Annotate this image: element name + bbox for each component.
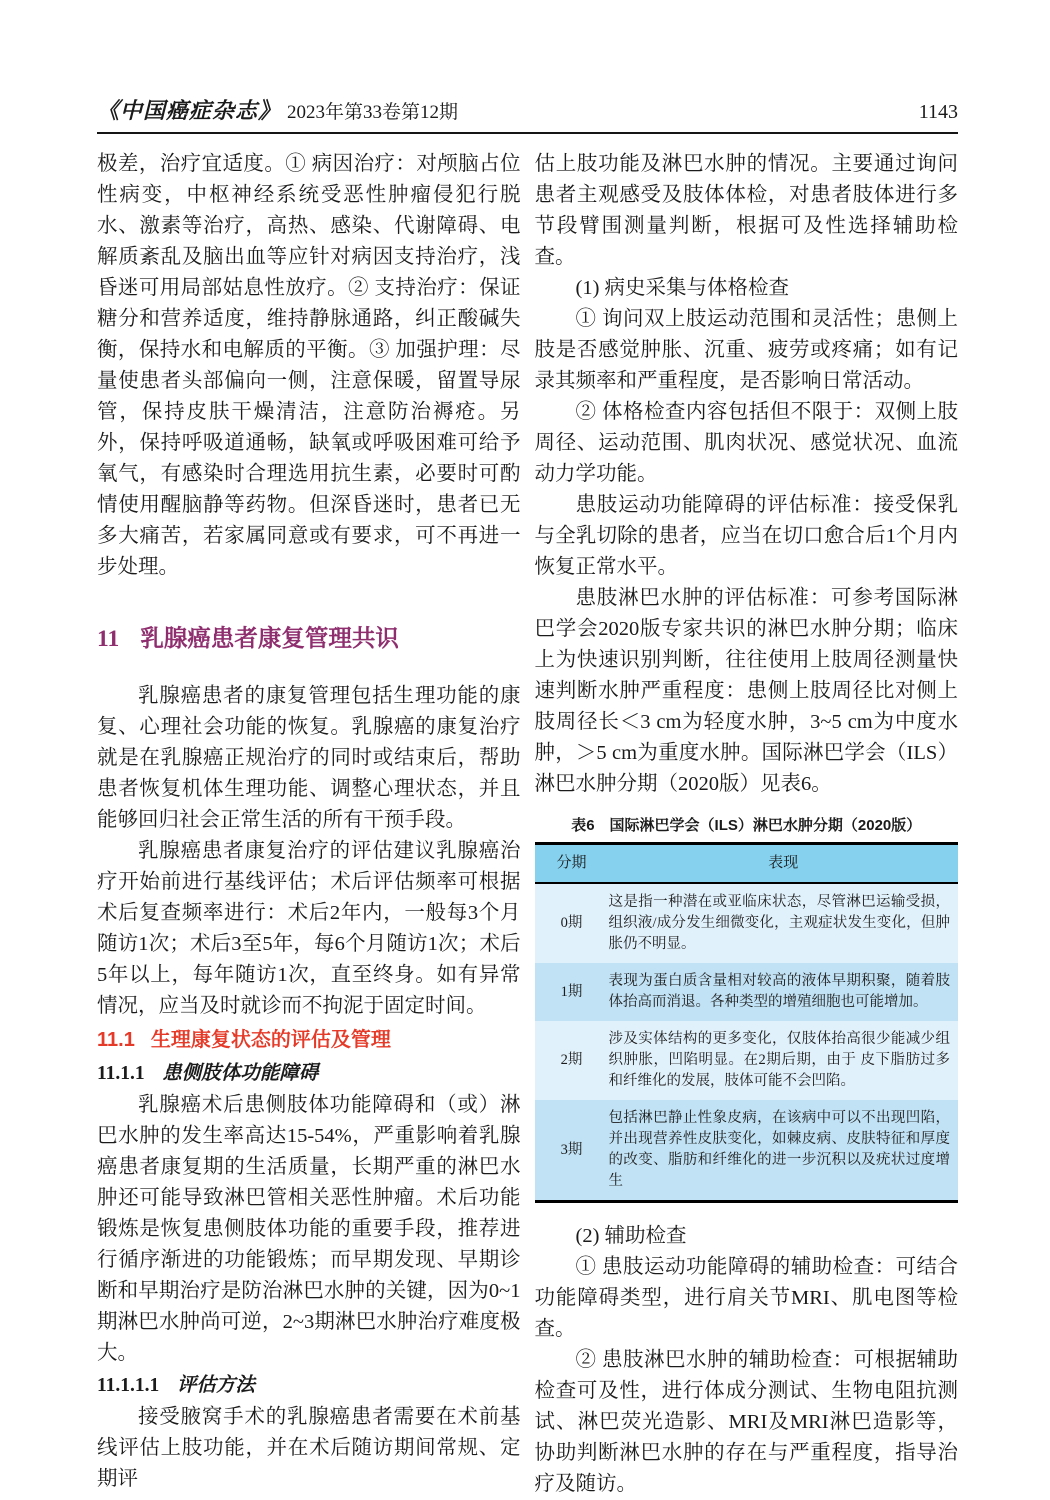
paragraph-aux-exam-title: (2) 辅助检查 [575, 1225, 687, 1247]
subsection-heading-11-1 [97, 1025, 521, 1056]
running-head [97, 94, 958, 134]
table6-desc-3: 包括淋巴静止性象皮病，在该病中可以不出现凹陷，并出现营养性皮肤变化，如棘皮病、皮肤特征和厚度的改变、脂肪和纤维化的进一步沉积以及疣状过度增生 [608, 1110, 950, 1189]
table6-caption: 表6 国际淋巴学会（ILS）淋巴水肿分期（2020版） [571, 817, 922, 834]
paragraph-aux-lymphedema: ② 患肢淋巴水肿的辅助检查：可根据辅助检查可及性，进行体成分测试、生物电阻抗测试、淋巴荧光造影、MRI及MRI淋巴造影等，协助判断淋巴水肿的存在与严重程度，指导治疗及随访。 [534, 1349, 958, 1495]
table6-ils-lymphedema-staging [535, 842, 959, 1203]
subsection-number: 11.1 [97, 1029, 135, 1051]
paragraph-assessment-start: 接受腋窝手术的乳腺癌患者需要在术前基线评估上肢功能，并在术后随访期间常规、定期评 [97, 1406, 521, 1490]
paragraph-followup: 乳腺癌患者康复治疗的评估建议乳腺癌治疗开始前进行基线评估；术后评估频率可根据术后复查频率进行：术后2年内，一般每3个月随访1次；术后3至5年，每6个月随访1次；术后5年以上，每年随访1次，直至终身。如有异常情况，应当及时就诊而不拘泥于固定时间。 [97, 840, 521, 1017]
paragraph-heading-text: 评估方法 [176, 1375, 255, 1396]
paragraph-aux-motor: ① 患肢运动功能障碍的辅助检查：可结合功能障碍类型，进行肩关节MRI、肌电图等检查。 [534, 1256, 958, 1340]
table6-header-row [535, 844, 959, 884]
two-column-body [97, 149, 958, 1500]
issue-info: 2023年第33卷第12期 [287, 102, 459, 123]
table6-stage-2: 2期 [560, 1052, 583, 1068]
table6-desc-0: 这是指一种潜在或亚临床状态，尽管淋巴运输受损，组织液/成分发生细微变化，主观症状发生变化，但肿胀仍不明显。 [608, 894, 950, 952]
page-number: 1143 [918, 101, 958, 123]
right-column [535, 149, 959, 1500]
table-row [535, 1021, 959, 1100]
section-title-text: 乳腺癌患者康复管理共识 [140, 626, 399, 652]
table6-stage-0: 0期 [560, 915, 583, 931]
table6-stage-3: 3期 [560, 1141, 583, 1158]
table6-desc-1: 表现为蛋白质含量相对较高的液体早期积聚，随着肢体抬高而消退。各种类型的增殖细胞也可能增加。 [608, 973, 950, 1010]
paragraph-motor-standard: 患肢运动功能障碍的评估标准：接受保乳与全乳切除的患者，应当在切口愈合后1个月内恢复正常水平。 [534, 494, 958, 578]
paragraph-heading-number: 11.1.1.1 [97, 1375, 160, 1396]
paragraph-history-exam-title: (1) 病史采集与体格检查 [575, 277, 790, 299]
table-row [535, 963, 959, 1021]
paragraph-item-inquiry: ① 询问双上肢运动范围和灵活性；患侧上肢是否感觉肿胀、沉重、疲劳或疼痛；如有记录其频率和严重程度，是否影响日常活动。 [534, 308, 958, 392]
subsubsection-title-text: 患侧肢体功能障碍 [162, 1063, 319, 1084]
left-column [97, 149, 521, 1500]
table-row [535, 1100, 959, 1202]
subsection-heading-11-1-1 [97, 1058, 521, 1089]
paragraph-limb-dysfunction: 乳腺癌术后患侧肢体功能障碍和（或）淋巴水肿的发生率高达15-54%，严重影响着乳腺癌患者康复期的生活质量，长期严重的淋巴水肿还可能导致淋巴管相关恶性肿瘤。术后功能锻炼是恢复患侧肢体功能的重要手段，推荐进行循序渐进的功能锻炼；而早期发现、早期诊断和早期治疗是防治淋巴水肿的关键，因为0~1期淋巴水肿尚可逆，2~3期淋巴水肿治疗难度极大。 [97, 1094, 521, 1364]
section-heading-11 [97, 624, 521, 654]
table6-col-desc: 表现 [609, 844, 959, 884]
subsubsection-number: 11.1.1 [97, 1063, 145, 1084]
journal-title: 《中国癌症杂志》 [97, 98, 282, 123]
paragraph-continued: 极差，治疗宜适度。① 病因治疗：对颅脑占位性病变，中枢神经系统受恶性肿瘤侵犯行脱水、激素等治疗，高热、感染、代谢障碍、电解质紊乱及脑出血等应针对病因支持治疗，浅昏迷可用局部姑息性放疗。② 支持治疗：保证糖分和营养适度，维持静脉通路，纠正酸碱失衡，保持水和电解质的平衡。③ 加强护理：尽量使患者头部偏向一侧，注意保暖，留置导尿管，保持皮肤干燥清洁，注意防治褥疮。另外，保持呼吸道通畅，缺氧或呼吸困难可给予氧气，有感染时合理选用抗生素，必要时可酌情使用醒脑静等药物。但深昏迷时，患者已无多大痛苦，若家属同意或有要求，可不再进一步处理。 [97, 153, 521, 578]
table-row [535, 883, 959, 963]
paragraph-overview: 乳腺癌患者的康复管理包括生理功能的康复、心理社会功能的恢复。乳腺癌的康复治疗就是在乳腺癌正规治疗的同时或结束后，帮助患者恢复机体生理功能、调整心理状态，并且能够回归社会正常生活的所有干预手段。 [97, 685, 521, 831]
table6-col-stage: 分期 [535, 844, 609, 884]
subsection-heading-11-1-1-1 [97, 1370, 521, 1401]
paragraph-item-physical-exam: ② 体格检查内容包括但不限于：双侧上肢周径、运动范围、肌肉状况、感觉状况、血流动力学功能。 [534, 401, 958, 485]
paragraph-assessment-continued: 估上肢功能及淋巴水肿的情况。主要通过询问患者主观感受及肢体体检，对患者肢体进行多节段臂围测量判断，根据可及性选择辅助检查。 [534, 153, 958, 268]
table6-desc-2: 涉及实体结构的更多变化，仅肢体抬高很少能减少组织肿胀，凹陷明显。在2期后期，由于 皮下脂肪过多和纤维化的发展，肢体可能不会凹陷。 [608, 1031, 950, 1089]
table6-stage-1: 1期 [560, 983, 583, 1000]
section-number: 11 [97, 626, 120, 652]
running-head-left [97, 94, 458, 125]
subsection-title-text: 生理康复状态的评估及管理 [150, 1029, 391, 1051]
paragraph-lymphedema-standard: 患肢淋巴水肿的评估标准：可参考国际淋巴学会2020版专家共识的淋巴水肿分期；临床上为快速识别判断，往往使用上肢周径测量快速判断水肿严重程度：患侧上肢周径比对侧上肢周径长＜3 cm为轻度水肿，3~5 cm为中度水肿，＞5 cm为重度水肿。国际淋巴学会（ILS）淋巴水肿分期（2020版）见表6。 [534, 587, 958, 795]
